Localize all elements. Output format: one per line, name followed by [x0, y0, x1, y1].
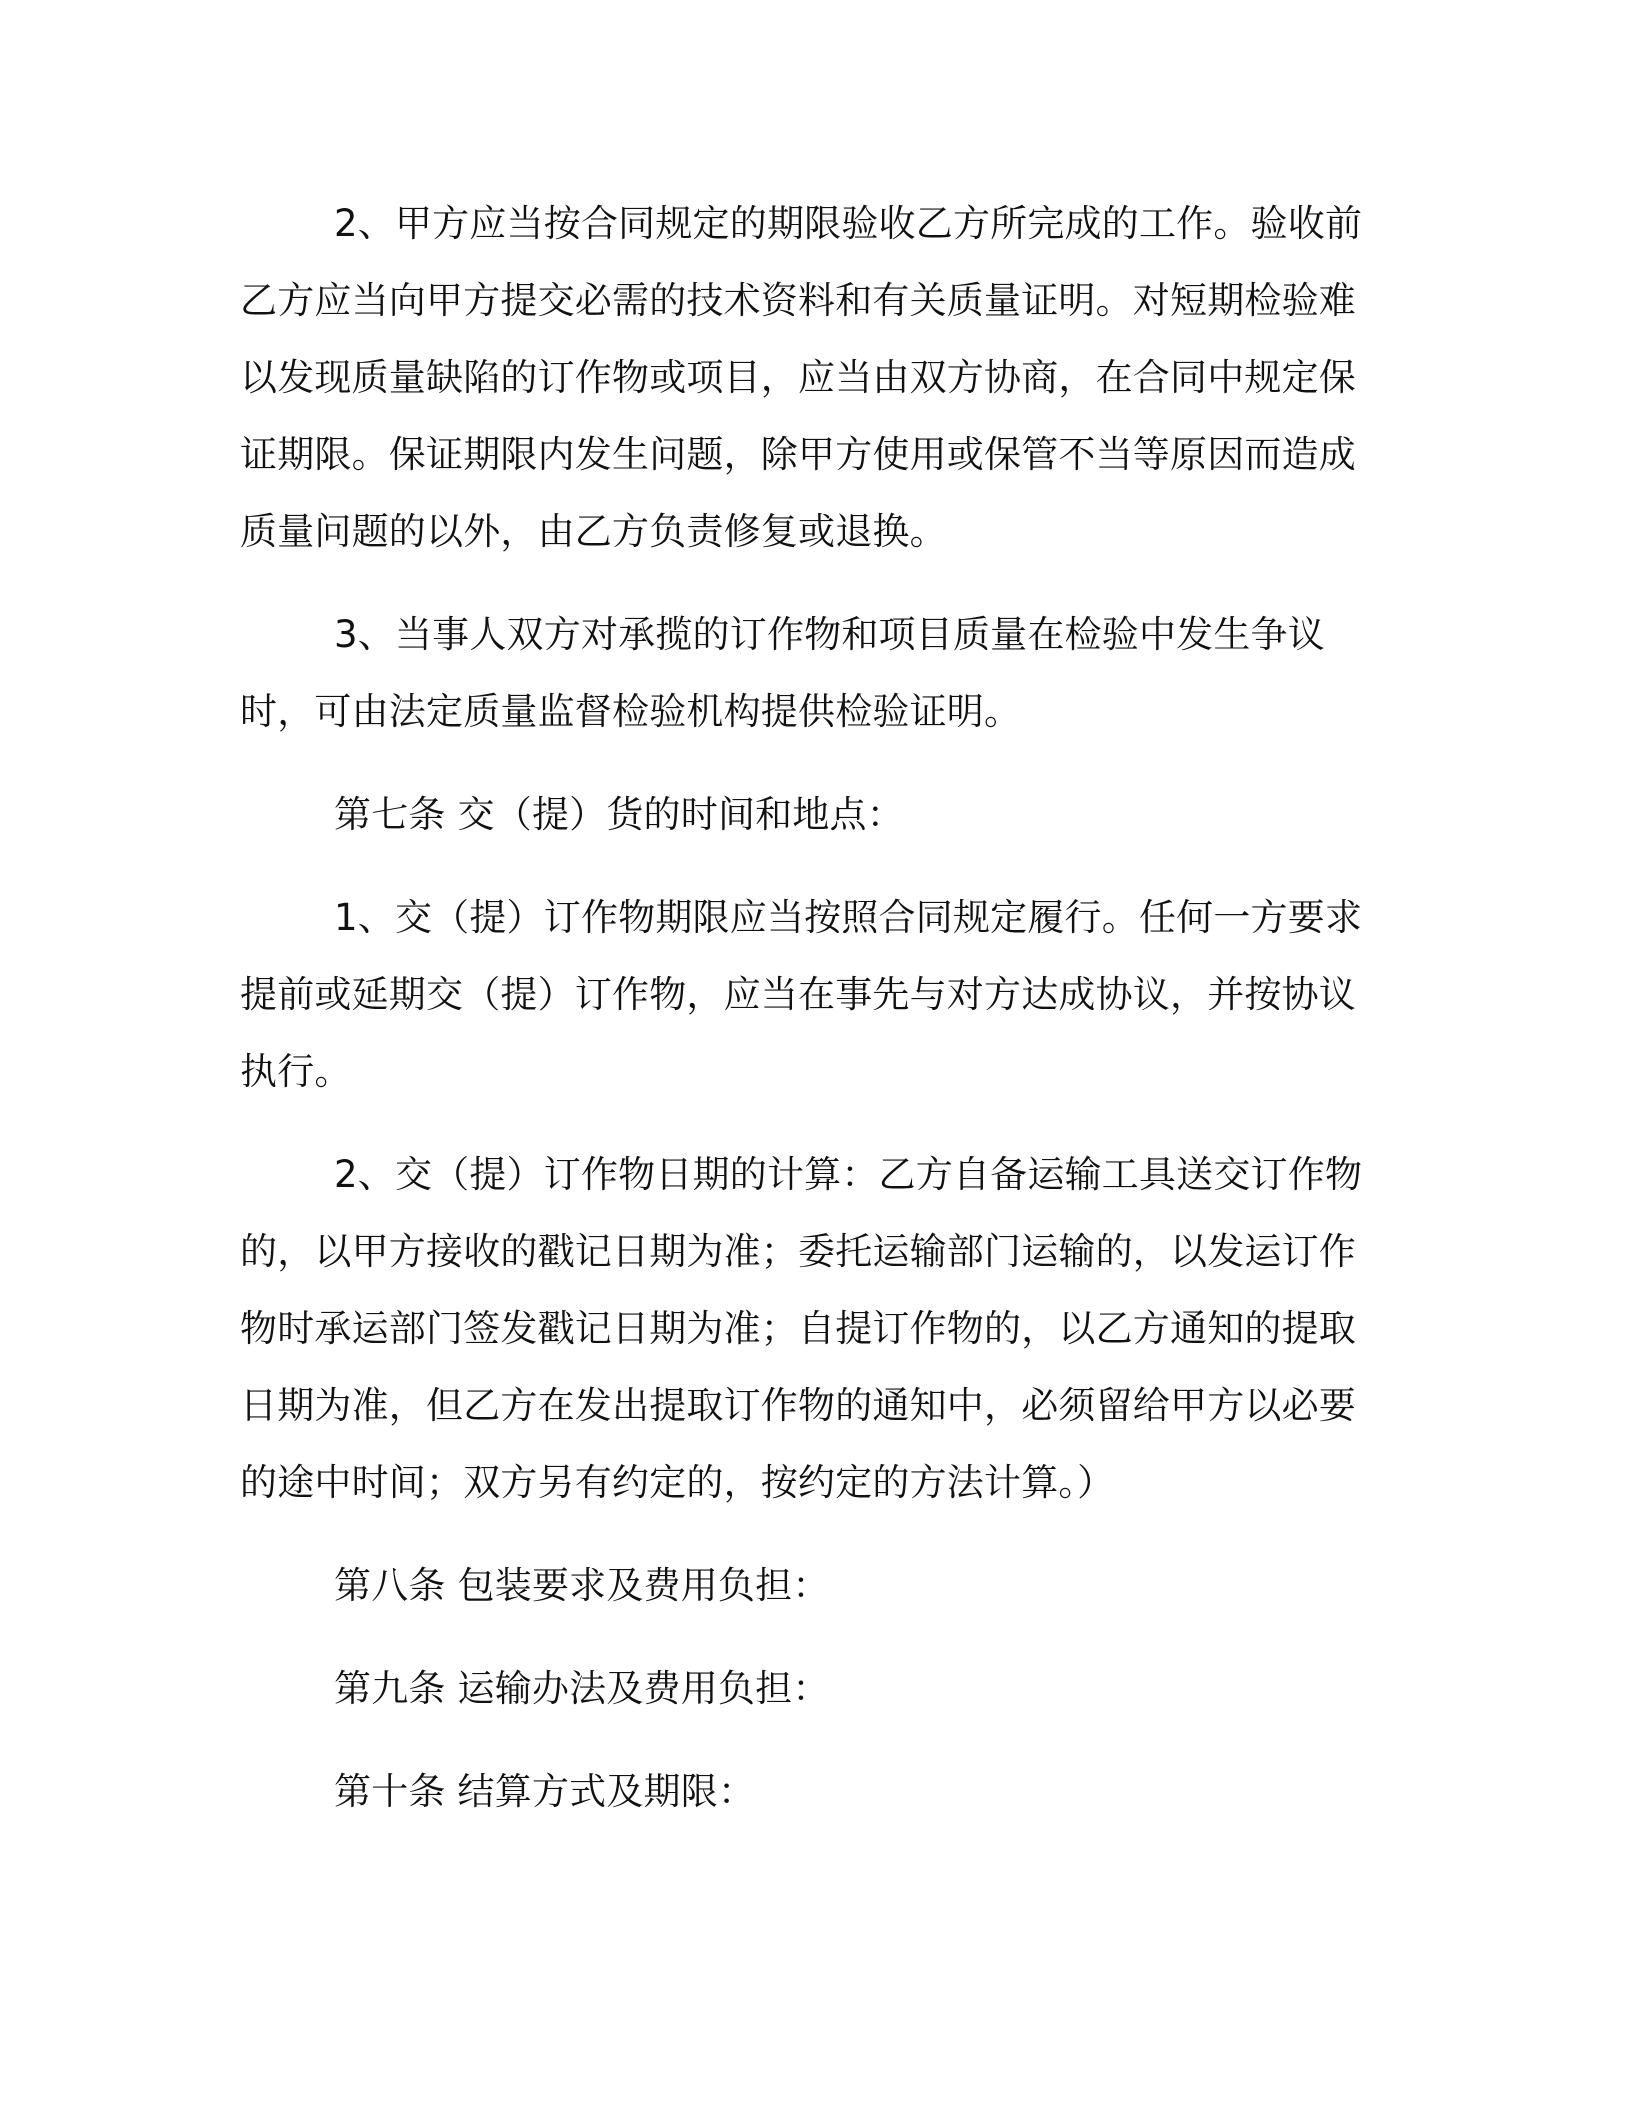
article-8-heading: 第八条 包装要求及费用负担：	[334, 1564, 830, 1607]
paragraph-delivery-deadline-clause: 1、交（提）订作物期限应当按照合同规定履行。任何一方要求提前或延期交（提）订作物，应当在事先与对方达成协议，并按协议执行。	[240, 896, 1363, 1093]
paragraph-acceptance-clause: 2、甲方应当按合同规定的期限验收乙方所完成的工作。验收前乙方应当向甲方提交必需的技术资料和有关质量证明。对短期检验难以发现质量缺陷的订作物或项目，应当由双方协商，在合同中规定保证期限。保证期限内发生问题，除甲方使用或保管不当等原因而造成质量问题的以外，由乙方负责修复或退换。	[240, 202, 1363, 553]
article-10-heading: 第十条 结算方式及期限：	[334, 1770, 756, 1813]
paragraph-delivery-date-calculation-clause: 2、交（提）订作物日期的计算：乙方自备运输工具送交订作物的，以甲方接收的戳记日期为准；委托运输部门运输的，以发运订作物时承运部门签发戳记日期为准；自提订作物的，以乙方通知的提取日期为准，但乙方在发出提取订作物的通知中，必须留给甲方以必要的途中时间；双方另有约定的，按约定的方法计算。）	[240, 1153, 1363, 1504]
article-7-heading: 第七条 交（提）货的时间和地点：	[334, 793, 904, 836]
document-body	[240, 185, 1380, 1830]
article-9-heading: 第九条 运输办法及费用负担：	[334, 1667, 830, 1710]
paragraph-quality-dispute-clause: 3、当事人双方对承揽的订作物和项目质量在检验中发生争议时，可由法定质量监督检验机构提供检验证明。	[240, 613, 1325, 733]
